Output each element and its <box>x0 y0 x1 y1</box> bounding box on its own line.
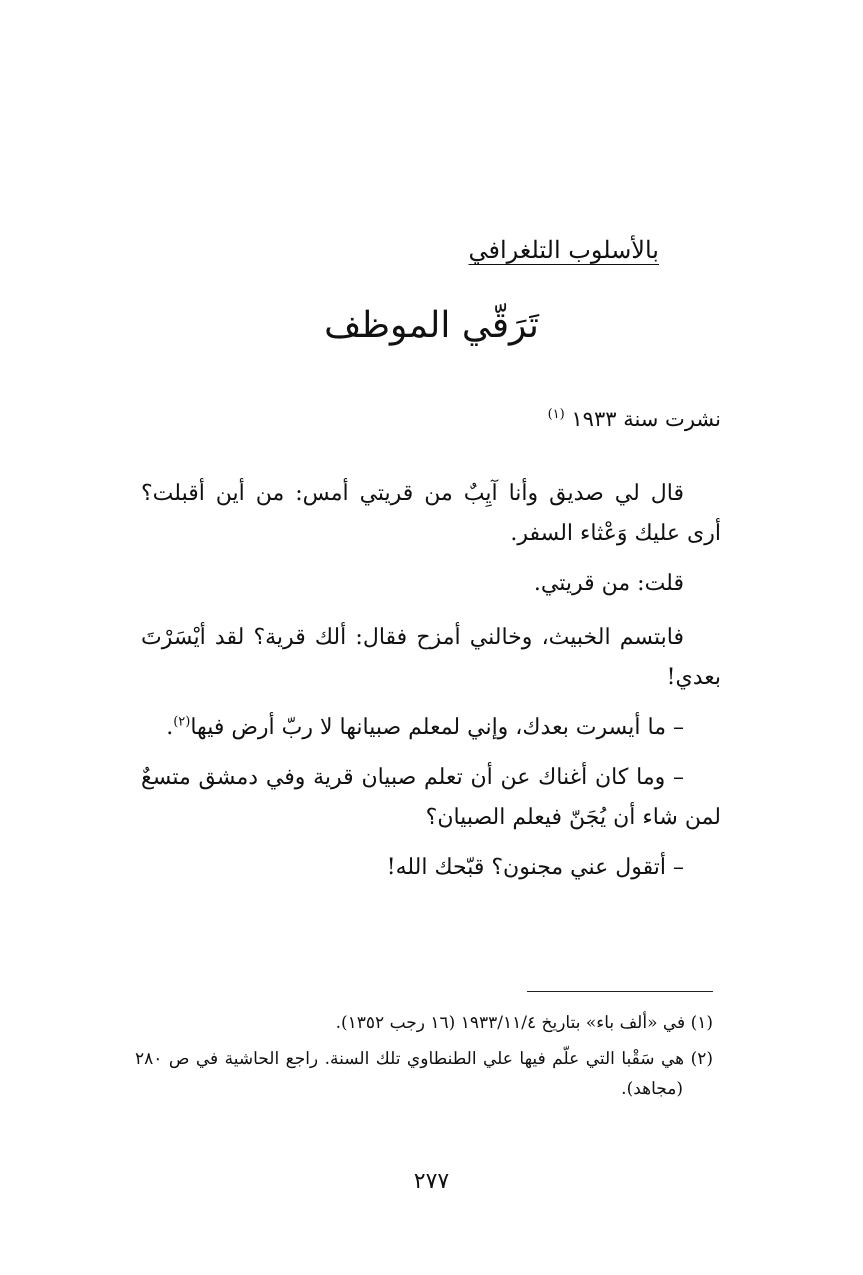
footnote-ref-2: (٢) <box>173 714 191 730</box>
footnote-ref-1: (١) <box>547 407 565 422</box>
page-number: ٢٧٧ <box>413 1169 450 1194</box>
series-heading: بالأسلوب التلغرافي <box>468 236 659 264</box>
chapter-title: تَرَقّي الموظف <box>324 305 539 346</box>
paragraph-4-text: – ما أيسرت بعدك، وإني لمعلم صبيانها لا ربّ أرض فيها <box>190 715 684 740</box>
footnote-1: (١) في «ألف باء» بتاريخ ١٩٣٣/١١/٤ (١٦ رجب ١٣٥٢). <box>335 1013 713 1033</box>
publication-note-text: نشرت سنة ١٩٣٣ <box>571 407 721 431</box>
body-text <box>141 474 721 898</box>
paragraph-1: قال لي صديق وأنا آيِبٌ من قريتي أمس: من أين أقبلت؟ أرى عليك وَعْثاء السفر. <box>141 481 721 546</box>
paragraph-6: – أتقول عني مجنون؟ قبّحك الله! <box>386 855 684 880</box>
paragraph-2: قلت: من قريتي. <box>533 571 684 596</box>
paragraph-4 <box>141 708 721 748</box>
publication-note <box>548 402 721 436</box>
paragraph-5: – وما كان أغناك عن أن تعلم صبيان قرية وفي دمشق متسعٌ لمن شاء أن يُجَنّ فيعلم الصبيان؟ <box>141 765 721 830</box>
paragraph-3: فابتسم الخبيث، وخالني أمزح فقال: ألك قرية؟ لقد أيْسَرْتَ بعدي! <box>141 625 721 690</box>
footnotes <box>135 1008 713 1110</box>
footnote-divider <box>527 991 713 992</box>
paragraph-4-end: . <box>166 715 174 740</box>
footnote-2: (٢) هي سَقْبا التي علّم فيها علي الطنطاوي تلك السنة. راجع الحاشية في ص ٢٨٠ (مجاهد). <box>135 1049 713 1099</box>
